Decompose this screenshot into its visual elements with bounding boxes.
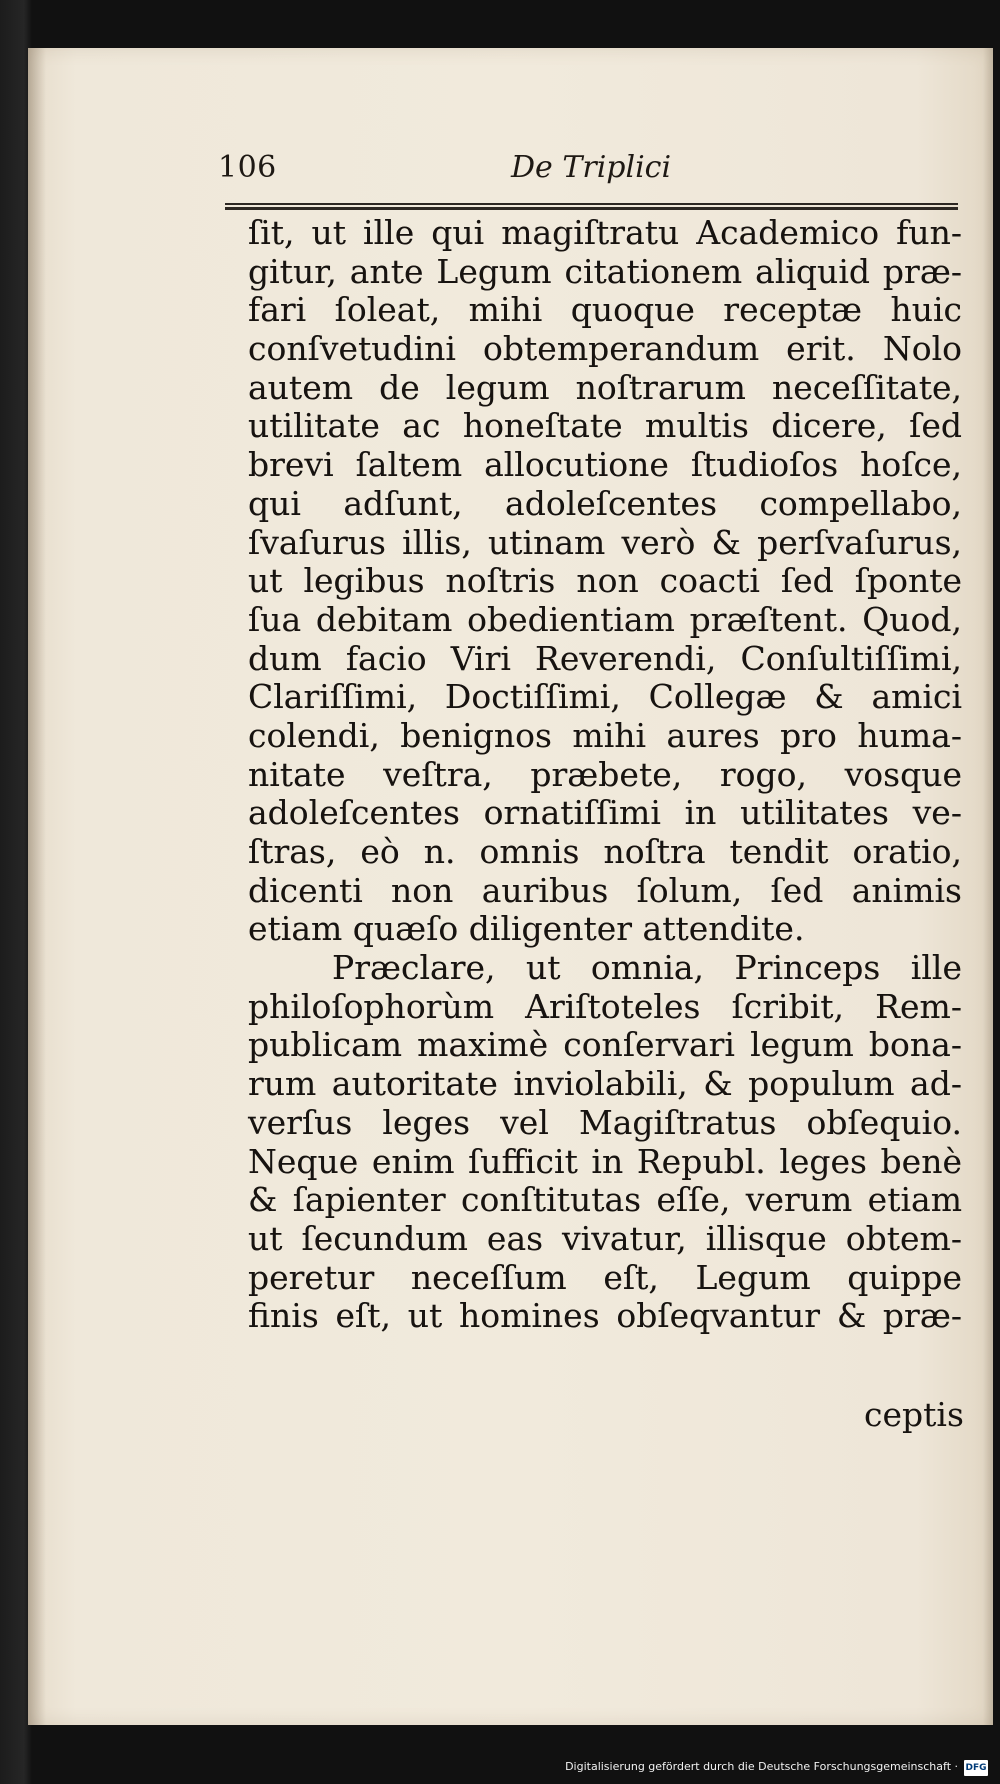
text-line: verſus leges vel Magiſtratus obſequio. <box>248 1102 962 1142</box>
text-line: conſvetudini obtemperandum erit. Nolo <box>248 329 962 369</box>
text-line: Præclare, ut omnia, Princeps ille <box>332 948 962 988</box>
dfg-logo: DFG <box>964 1760 988 1776</box>
text-line: autem de legum noſtrarum neceſſitate, <box>248 367 962 407</box>
text-line: adoleſcentes ornatiſſimi in utilitates ve- <box>248 793 962 833</box>
text-line: rum autoritate inviolabili, & populum ad- <box>248 1064 962 1104</box>
text-line: peretur neceſſum eſt, Legum quippe <box>248 1257 962 1297</box>
text-line: ſit, ut ille qui magiſtratu Academico fun- <box>248 213 962 252</box>
text-line: utilitate ac honeſtate multis dicere, ſed <box>248 406 962 446</box>
page-number: 106 <box>218 150 277 185</box>
text-line: Clariſſimi, Doctiſſimi, Collegæ & amici <box>248 677 962 717</box>
text-line: ut ſecundum eas vivatur, illisque obtem- <box>248 1218 962 1258</box>
text-line: finis eſt, ut homines obſeqvantur & præ- <box>248 1296 962 1336</box>
digitization-footer: Digitalisierung gefördert durch die Deutsche Forschungsgemeinschaft · <box>565 1760 958 1773</box>
main-text-block <box>248 214 962 1336</box>
text-line: Neque enim ſufficit in Republ. leges benè <box>248 1141 962 1181</box>
text-line: ſvaſurus illis, utinam verò & perſvaſurus, <box>248 522 962 562</box>
text-line: ut legibus noſtris non coacti ſed ſponte <box>248 561 962 601</box>
text-line: philoſophorùm Ariſtoteles ſcribit, Rem- <box>248 986 962 1026</box>
running-head: De Triplici <box>511 150 672 185</box>
text-line: qui adſunt, adoleſcentes compellabo, <box>248 483 962 523</box>
header-rule <box>225 203 958 210</box>
text-line: brevi ſaltem allocutione ſtudioſos hoſce, <box>248 445 962 485</box>
text-line: ſua debitam obedientiam præſtent. Quod, <box>248 599 962 639</box>
text-line: colendi, benignos mihi aures pro huma- <box>248 715 962 755</box>
text-line: dicenti non auribus ſolum, ſed animis <box>248 870 962 910</box>
text-line: & ſapienter conſtitutas eſſe, verum etiam <box>248 1180 962 1220</box>
text-line: ſtras, eò n. omnis noſtra tendit oratio, <box>248 832 962 871</box>
text-line: nitate veſtra, præbete, rogo, vosque <box>248 754 962 794</box>
text-line: publicam maximè conſervari legum bona- <box>248 1025 962 1065</box>
text-line: etiam quæſo diligenter attendite. <box>248 909 805 949</box>
page-header <box>218 148 958 192</box>
text-line: dum facio Viri Reverendi, Conſultiſſimi, <box>248 638 962 678</box>
text-line: fari ſoleat, mihi quoque receptæ huic <box>248 290 962 330</box>
text-line: gitur, ante Legum citationem aliquid præ- <box>248 251 962 291</box>
catchword: ceptis <box>864 1395 964 1434</box>
